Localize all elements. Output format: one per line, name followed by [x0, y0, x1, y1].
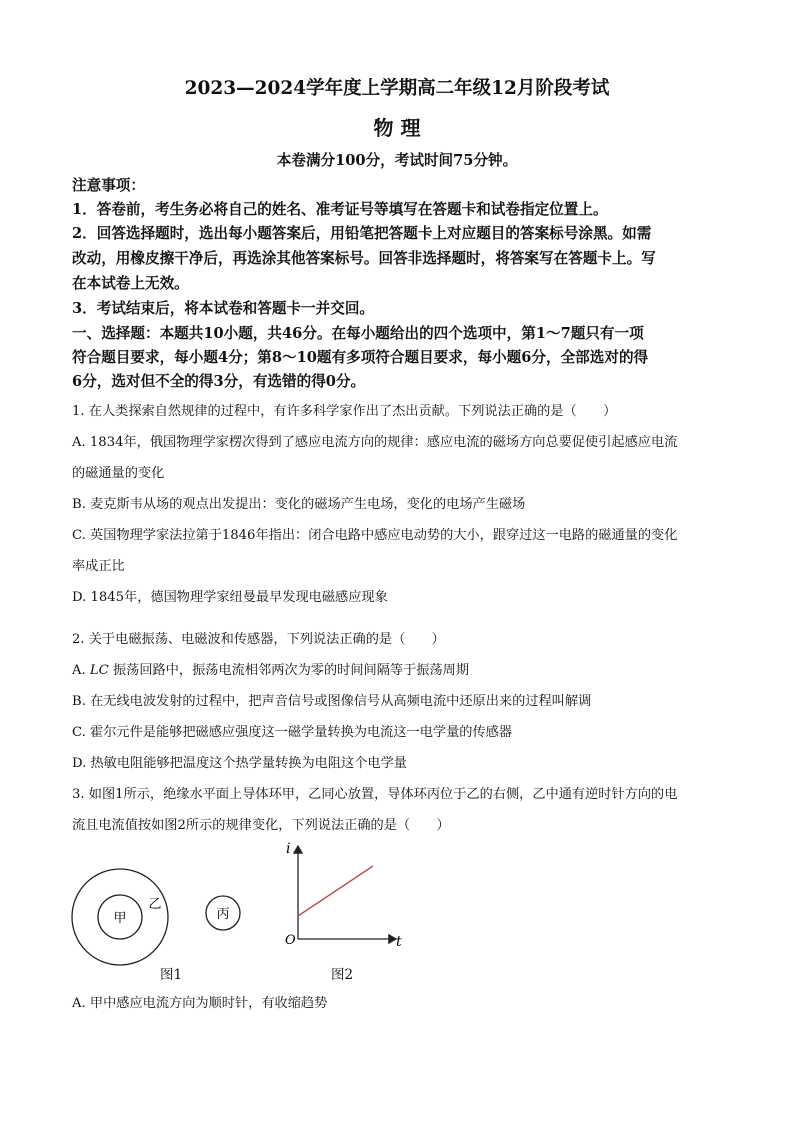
current-line	[298, 866, 373, 916]
q1-option-c-line1: C. 英国物理学家法拉第于1846年指出：闭合电路中感应电动势的大小，跟穿过这一电路的磁通量的变化	[72, 528, 678, 543]
section1-line-3: 6分，选对但不全的得3分，有选错的得0分。	[72, 373, 366, 390]
q2-option-c: C. 霍尔元件是能够把磁感应强度这一磁学量转换为电流这一电学量的传感器	[72, 725, 513, 740]
origin-label: O	[285, 933, 296, 948]
q3-stem-line1: 3. 如图1所示，绝缘水平面上导体环甲，乙同心放置，导体环丙位于乙的右侧，乙中通有逆时针方向的电	[72, 787, 678, 802]
q1-option-d: D. 1845年，德国物理学家纽曼最早发现电磁感应现象	[72, 590, 388, 605]
q1-option-c-line2: 率成正比	[72, 559, 125, 574]
figure-2-caption: 图2	[331, 967, 354, 983]
q2-option-a-rest: 振荡回路中，振荡电流相邻两次为零的时间间隔等于振荡周期	[108, 663, 470, 678]
section1-line-2: 符合题目要求，每小题4分；第8～10题有多项符合题目要求，每小题6分，全部选对的得	[72, 349, 649, 366]
q2-option-b: B. 在无线电波发射的过程中，把声音信号或图像信号从高频电流中还原出来的过程叫解调	[72, 694, 592, 709]
figure-1-caption: 图1	[160, 967, 183, 983]
ring-yi-label: 乙	[148, 897, 162, 912]
subject-title: 物 理	[373, 116, 421, 140]
figure-2	[280, 838, 420, 956]
q2-stem: 2. 关于电磁振荡、电磁波和传感器，下列说法正确的是（ ）	[72, 632, 445, 647]
q1-option-a-line1: A. 1834年，俄国物理学家楞次得到了感应电流方向的规律：感应电流的磁场方向总要促使引起感应电流	[72, 435, 678, 450]
q1-option-a-line2: 的磁通量的变化	[72, 466, 165, 481]
notes-heading: 注意事项：	[72, 177, 145, 194]
q1-stem: 1. 在人类探索自然规律的过程中，有许多科学家作出了杰出贡献。下列说法正确的是（ ）	[72, 404, 617, 419]
q2-option-a-prefix: A.	[72, 663, 90, 678]
note-line-1: 1．答卷前，考生务必将自己的姓名、准考证号等填写在答题卡和试卷指定位置上。	[72, 201, 608, 218]
ring-jia-label: 甲	[113, 911, 127, 926]
exam-info: 本卷满分100分，考试时间75分钟。	[276, 152, 518, 169]
note-line-2: 2．回答选择题时，选出每小题答案后，用铅笔把答题卡上对应题目的答案标号涂黑。如需	[72, 225, 652, 242]
exam-title: 2023—2024学年度上学期高二年级12月阶段考试	[184, 78, 610, 99]
note-line-4: 在本试卷上无效。	[72, 275, 189, 292]
q2-option-a	[72, 659, 469, 678]
x-axis-label: t	[396, 934, 402, 950]
q2-option-a-lc: LC	[89, 663, 109, 678]
q3-option-a: A. 甲中感应电流方向为顺时针，有收缩趋势	[72, 996, 328, 1011]
note-line-3: 改动，用橡皮擦干净后，再选涂其他答案标号。回答非选择题时，将答案写在答题卡上。写	[72, 250, 656, 267]
q1-option-b: B. 麦克斯韦从场的观点出发提出：变化的磁场产生电场，变化的电场产生磁场	[72, 497, 526, 512]
y-axis-label: i	[286, 841, 291, 857]
section1-line-1: 一、选择题：本题共10小题，共46分。在每小题给出的四个选项中，第1～7题只有一项	[72, 325, 644, 342]
note-line-5: 3．考试结束后，将本试卷和答题卡一并交回。	[72, 300, 375, 317]
q2-option-d: D. 热敏电阻能够把温度这个热学量转换为电阻这个电学量	[72, 756, 407, 771]
ring-bing-label: 丙	[216, 907, 230, 922]
q3-stem-line2: 流且电流值按如图2所示的规律变化，下列说法正确的是（ ）	[72, 818, 450, 833]
